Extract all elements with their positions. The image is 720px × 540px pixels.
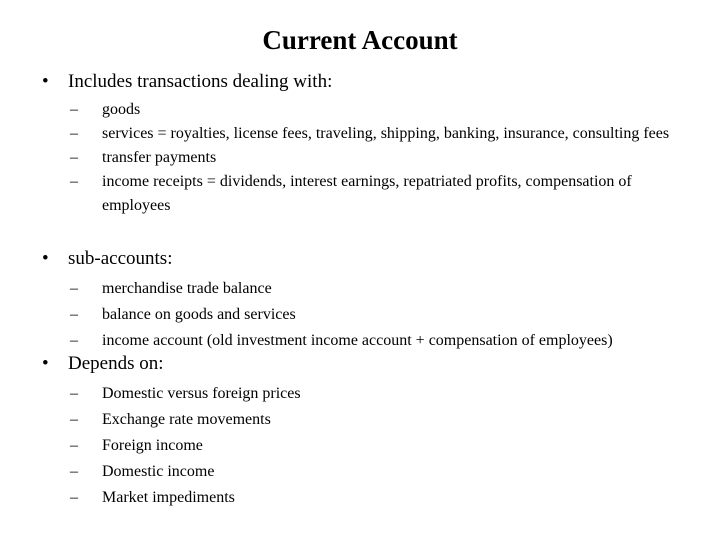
dash-icon: – xyxy=(70,385,78,402)
dash-icon: – xyxy=(70,411,78,428)
list-item-text: services = royalties, license fees, traveling, shipping, banking, insurance, consulting fees xyxy=(102,125,670,142)
dash-icon: – xyxy=(70,280,78,297)
dash-icon: – xyxy=(70,149,78,166)
bullet-heading xyxy=(36,70,696,94)
sub-list xyxy=(36,381,696,511)
list-item-text: income account (old investment income account + compensation of employees) xyxy=(102,332,613,349)
bullet-icon: • xyxy=(42,248,49,269)
dash-icon: – xyxy=(70,437,78,454)
bullet-icon: • xyxy=(42,71,49,92)
list-item xyxy=(36,433,692,459)
list-item-text: Market impediments xyxy=(102,489,235,506)
list-item xyxy=(36,302,692,328)
dash-icon: – xyxy=(70,489,78,506)
list-item-text: goods xyxy=(102,101,141,118)
list-item-text: Foreign income xyxy=(102,437,203,454)
bullet-heading xyxy=(36,247,696,271)
list-item xyxy=(36,122,692,146)
list-item-text: balance on goods and services xyxy=(102,306,296,323)
list-item-text: merchandise trade balance xyxy=(102,280,272,297)
bullet-depends-on xyxy=(36,352,696,511)
list-item xyxy=(36,146,692,170)
dash-icon: – xyxy=(70,125,78,142)
bullet-text: Includes transactions dealing with: xyxy=(68,71,333,92)
list-item xyxy=(36,407,692,433)
dash-icon: – xyxy=(70,463,78,480)
list-item-text: income receipts = dividends, interest earnings, repatriated profits, compensation of employees xyxy=(102,173,632,214)
dash-icon: – xyxy=(70,101,78,118)
list-item xyxy=(36,98,692,122)
bullet-text: Depends on: xyxy=(68,353,164,374)
bullet-transactions xyxy=(36,70,696,218)
list-item-text: Exchange rate movements xyxy=(102,411,271,428)
list-item xyxy=(36,170,692,218)
list-item xyxy=(36,381,692,407)
list-item xyxy=(36,485,692,511)
dash-icon: – xyxy=(70,306,78,323)
bullet-text: sub-accounts: xyxy=(68,248,173,269)
list-item-text: transfer payments xyxy=(102,149,217,166)
dash-icon: – xyxy=(70,332,78,349)
dash-icon: – xyxy=(70,173,78,190)
list-item xyxy=(36,276,692,302)
list-item xyxy=(36,328,720,354)
sub-list xyxy=(36,98,696,218)
sub-list xyxy=(36,276,696,354)
bullet-icon: • xyxy=(42,353,49,374)
bullet-heading xyxy=(36,352,696,376)
list-item-text: Domestic income xyxy=(102,463,215,480)
bullet-sub-accounts xyxy=(36,247,696,354)
slide-title: Current Account xyxy=(262,25,458,55)
list-item-text: Domestic versus foreign prices xyxy=(102,385,301,402)
list-item xyxy=(36,459,692,485)
